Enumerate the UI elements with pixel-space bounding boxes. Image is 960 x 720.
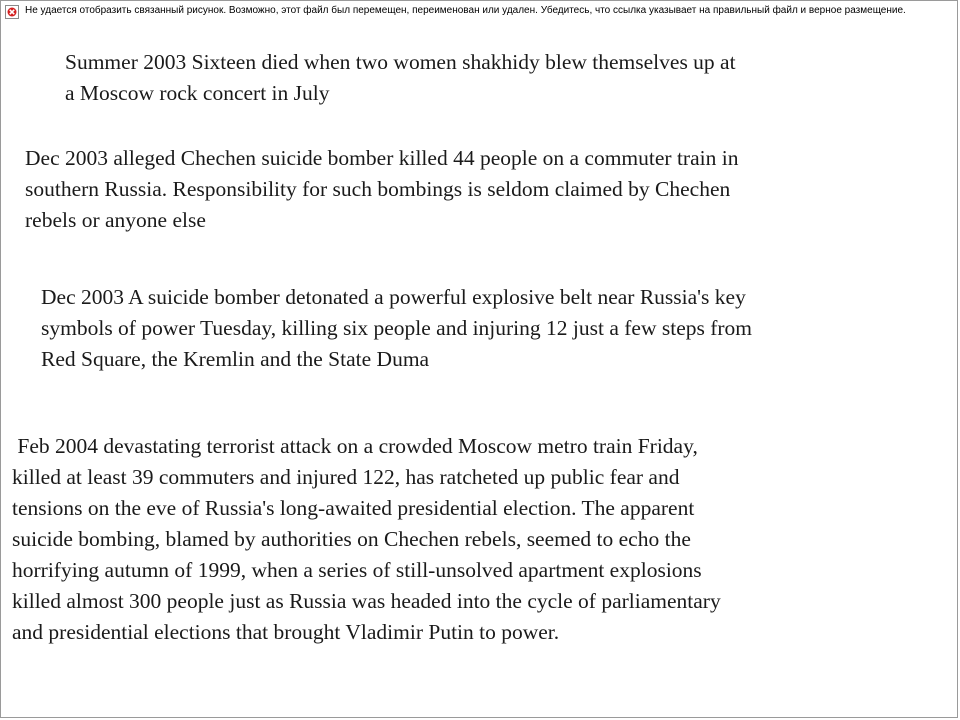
- text-line: suicide bombing, blamed by authorities on Chechen rebels, seemed to echo the: [12, 527, 691, 551]
- text-line: killed at least 39 commuters and injured 122, has ratcheted up public fear and: [12, 465, 680, 489]
- text-line: symbols of power Tuesday, killing six people and injuring 12 just a few steps from: [41, 316, 753, 340]
- event-summer-2003: [65, 47, 925, 109]
- text-line: southern Russia. Responsibility for such bombings is seldom claimed by Chechen: [25, 177, 731, 201]
- broken-image-message: [5, 5, 906, 19]
- text-line: a Moscow rock concert in July: [65, 81, 330, 105]
- text-line: Summer 2003 Sixteen died when two women shakhidy blew themselves up at: [65, 50, 736, 74]
- text-line: Dec 2003 alleged Chechen suicide bomber killed 44 people on a commuter train in: [25, 146, 739, 170]
- text-line: and presidential elections that brought Vladimir Putin to power.: [12, 620, 560, 644]
- text-line: Red Square, the Kremlin and the State Duma: [41, 347, 430, 371]
- text-line: Feb 2004 devastating terrorist attack on a crowded Moscow metro train Friday,: [12, 434, 698, 458]
- text-line: killed almost 300 people just as Russia was headed into the cycle of parliamentary: [12, 589, 721, 613]
- event-dec-2003-red-square: [41, 282, 946, 375]
- text-line: tensions on the eve of Russia's long-awaited presidential election. The apparent: [12, 496, 695, 520]
- broken-image-text: Не удается отобразить связанный рисунок. Возможно, этот файл был перемещен, переименован или удален. Убедитесь, что ссылка указывает на правильный файл и верное размещение.: [25, 5, 906, 16]
- text-line: Dec 2003 A suicide bomber detonated a powerful explosive belt near Russia's key: [41, 285, 746, 309]
- text-line: horrifying autumn of 1999, when a series of still-unsolved apartment explosions: [12, 558, 702, 582]
- event-feb-2004-metro: [12, 431, 947, 648]
- broken-image-icon: [5, 5, 19, 19]
- event-dec-2003-train: [25, 143, 945, 236]
- text-line: rebels or anyone else: [25, 208, 206, 232]
